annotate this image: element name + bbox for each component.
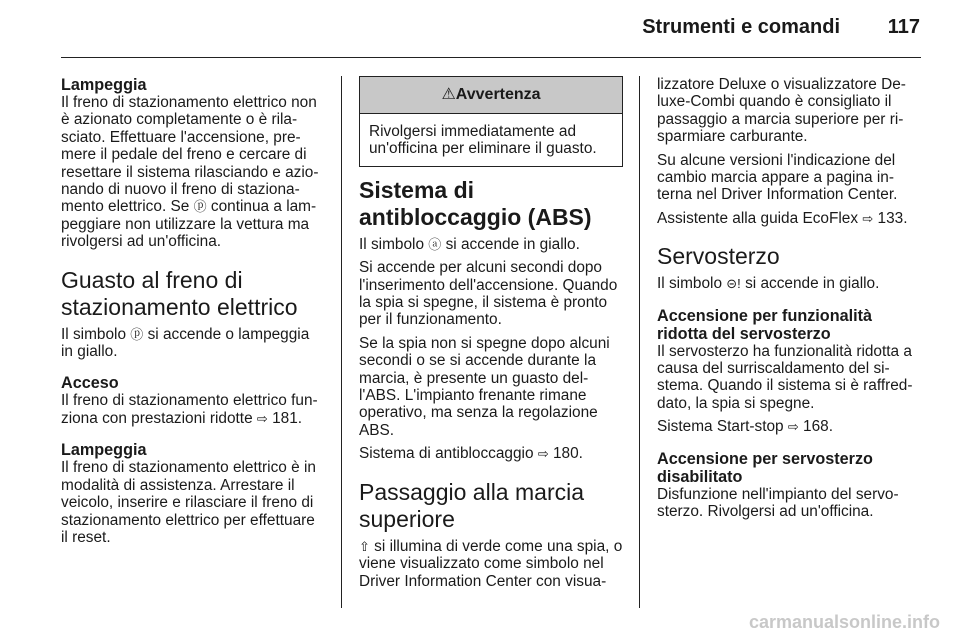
subheading-servosterzo-disabilitato: Accensione per servosterzo disabilitato [657,449,873,486]
page-reference-link[interactable]: 181. [267,409,303,427]
column-divider [639,76,640,608]
paragraph: Se la spia non si spegne dopo alcuni secondi o se si accende durante la marcia, è presente un guasto del-l'ABS. L'impianto frenante rimane operativo, ma senza la regolazione ABS. [359,334,610,439]
column-1 [61,76,325,552]
power-steering-warning-icon: ⊝! [726,276,741,292]
parking-brake-warning-icon: ⓟ [130,326,144,342]
page-section-title: Strumenti e comandi [642,16,840,38]
page-number: 117 [887,16,920,38]
warning-box [359,76,623,167]
watermark: carmanualsonline.info [748,612,940,632]
abs-icon: ⓐ [428,236,442,252]
warning-text: Rivolgersi immediatamente ad un'officina per eliminare il guasto. [369,123,597,158]
paragraph: Il servosterzo ha funzionalità ridotta a causa del surriscaldamento del si-stema. Quando il sistema si è raffred-dato, la spia si spegne. [657,342,913,412]
subheading-funzionalita-ridotta: Accensione per funzionalità ridotta del servosterzo [657,306,872,343]
subheading-lampeggia: Lampeggia [61,76,147,94]
paragraph: Sistema Start-stop ⇨ 168. [657,418,834,436]
page-reference-link[interactable]: 180. [548,445,583,463]
paragraph: Il simbolo ⓐ si accende in giallo. [359,235,580,253]
paragraph: Si accende per alcuni secondi dopo l'inserimento dell'accensione. Quando la spia si spegne, il sistema è pronto per il funzionamento. [359,259,618,329]
page-reference-link[interactable]: 133. [873,209,908,227]
heading-servosterzo: Servosterzo [657,243,780,270]
paragraph: Sistema di antibloccaggio ⇨ 180. [359,445,583,463]
paragraph: lizzatore Deluxe o visualizzatore De-luxe-Combi quando è consigliato il passaggio a marcia superiore per ri-sparmiare carburante. [657,76,906,146]
heading-passaggio-marcia: Passaggio alla marcia superiore [359,478,585,532]
warning-triangle-icon: ⚠ [441,86,456,103]
paragraph: Il simbolo ⓟ si accende o lampeggia in giallo. [61,325,310,361]
heading-abs: Sistema di antibloccaggio (ABS) [359,176,592,230]
column-3 [657,76,921,527]
parking-brake-icon: ⓟ [193,199,207,215]
paragraph: ⇧ si illumina di verde come una spia, o viene visualizzato come simbolo nel Driver Information Center con visua- [359,537,623,590]
column-divider [341,76,342,608]
page-reference-arrow-icon: ⇨ [862,210,874,226]
paragraph: Il freno di stazionamento elettrico fun-ziona con prestazioni ridotte ⇨ 181. [61,392,318,427]
page-reference-arrow-icon: ⇨ [787,419,799,435]
paragraph: Su alcune versioni l'indicazione del cambio marcia appare a pagina in-terna nel Driver Information Center. [657,151,898,204]
paragraph: Il freno di stazionamento elettrico non è azionato completamente o è rila-sciato. Effettuare l'accensione, pre-mere il pedale del freno e cercare di resettare il sistema rilasciando e azio-nando di nuovo il freno di staziona-mento elettrico. Se ⓟ continua a lam-peggiare non utilizzare la vettura ma rivolgersi ad un'officina. [61,94,319,251]
page-reference-link[interactable]: 168. [798,418,834,436]
upshift-arrow-icon: ⇧ [359,538,370,554]
warning-header: ⚠Avvertenza [360,77,622,114]
page-reference-arrow-icon: ⇨ [256,410,268,426]
header-divider [61,57,921,58]
page-reference-arrow-icon: ⇨ [537,446,549,462]
subheading-acceso: Acceso [61,374,119,393]
paragraph: Disfunzione nell'impianto del servo-sterzo. Rivolgersi ad un'officina. [657,485,899,521]
heading-guasto-freno: Guasto al freno di stazionamento elettrico [61,266,298,320]
paragraph: Assistente alla guida EcoFlex ⇨ 133. [657,209,908,227]
column-2 [359,76,623,596]
subheading-lampeggia: Lampeggia [61,441,147,460]
paragraph: Il freno di stazionamento elettrico è in modalità di assistenza. Arrestare il veicolo, inserire e rilasciare il freno di stazionamento elettrico per effettuare il reset. [61,459,316,546]
paragraph: Il simbolo ⊝! si accende in giallo. [657,275,880,293]
